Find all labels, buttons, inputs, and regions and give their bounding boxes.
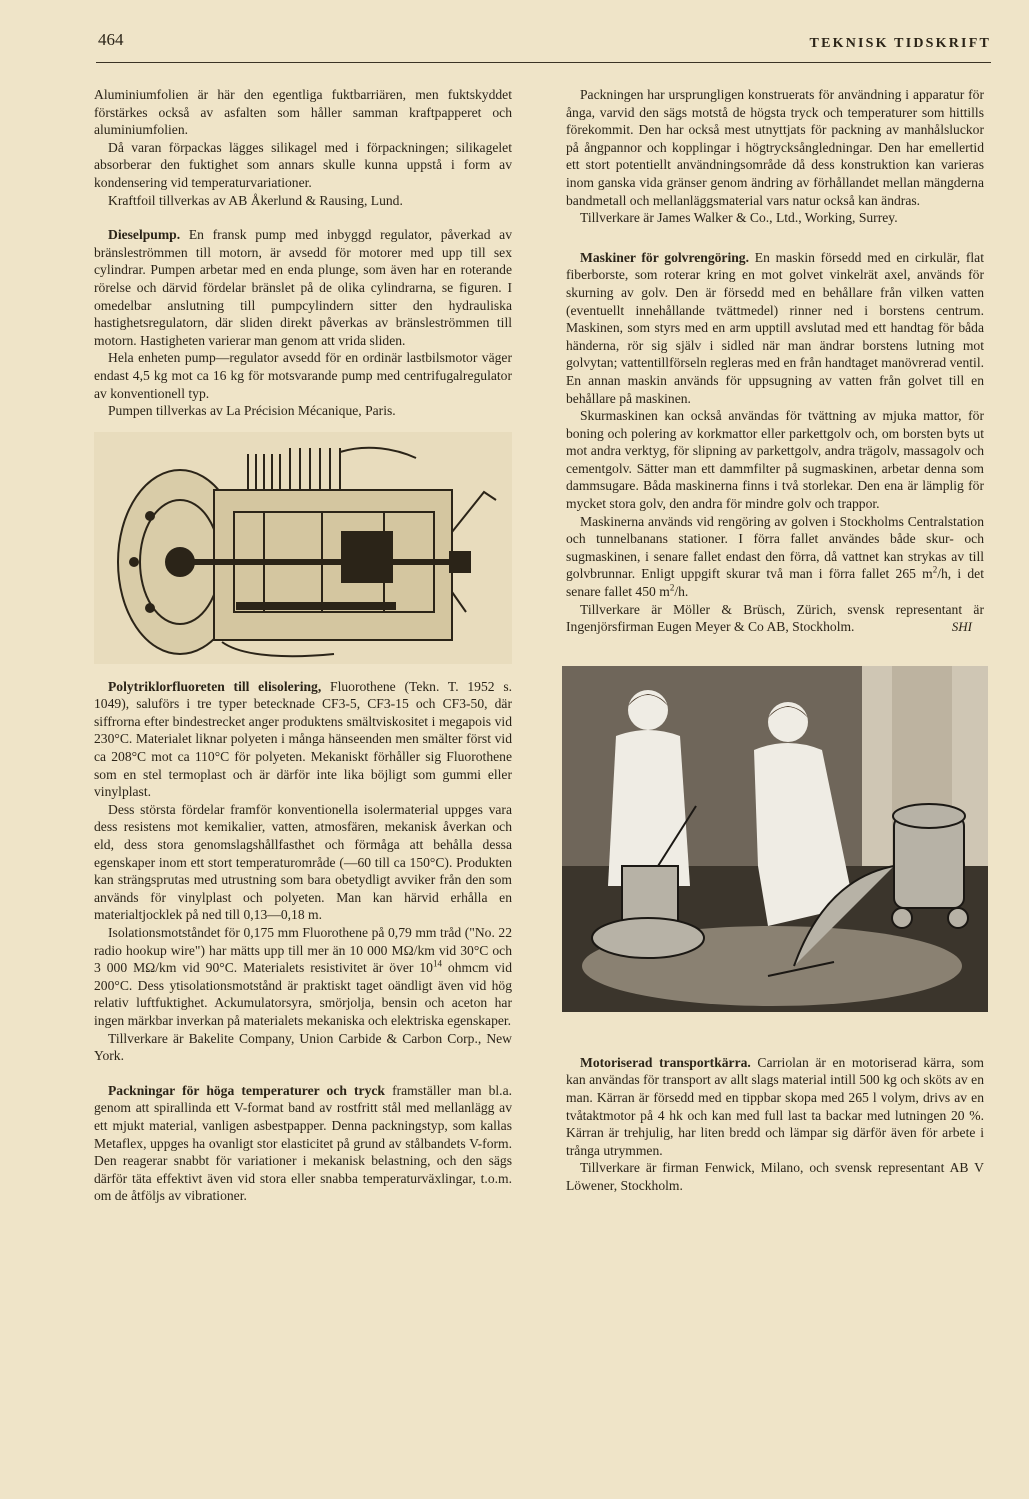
poly-text: Fluorothene (Tekn. T. 1952 s. 1049), saluförs i tre typer betecknade CF3-5, CF3-15 och CF3-50, där siffrorna efter bindestrecket anger produktens smältviskositet i megapois vid 230°C. Materialet liknar polyeten i många hänseenden men smälter först vid ca 208°C mot ca 110°C för polyeten. Mekaniskt förhåller sig Fluorothene som en stel termoplast och är därför inte lika böjligt som gummi eller vinylplast.	[94, 678, 513, 800]
diesel-pump-figure	[94, 432, 512, 664]
transportkarra-text: Carriolan är en motoriserad kärra, som kan användas för transport av allt slags material intill 500 kg och sköts av en man. Kärran är försedd med en tippbar skopa med 265 l volym, drivs av en tvåtaktmotor på 4 hk och kan med full last ta backar med lutningen 20 %. Kärran är trehjulig, har liten bredd och lämpar sig därför även för arbete i trånga utrymmen.	[566, 1054, 984, 1158]
maskiner-text: En maskin försedd med en cirkulär, flat fiberborste, som roterar kring en mot golvet vinkelrät axel, används för skurning av golv. Den är försedd med en behållare från vilken vatten (eventuellt innehållande tvättmedel) rinner ned i borstens centrum. Maskinen, som styrs med en arm upptill avslutad med ett handtag för båda händerna, rör sig själv i sidled när man ändrar borstens lutning mot golvytan; vattentillförseln regleras med en från handtaget manövrerad ventil. En annan maskin används för uppsugning av vatten från golvet till en behållare på maskinen.	[566, 249, 984, 406]
poly-text-a: Isolationsmotståndet för 0,175 mm Fluorothene på 0,79 mm tråd ("No. 22 radio hookup wire") har mätts upp till mer än 10 000 MΩ/km vid 30°C och 3 000 MΩ/km vid 90°C. Materialets resistivitet är över 10	[94, 925, 512, 976]
packning-continued: Packningen har ursprungligen konstruerats för användning i apparatur för ånga, varvid den sägs motstå de högsta tryck och temperaturer som hittills förekommit. Den har också mest utnyttjats för packning av manhålsluckor på ångpannor och kopplingar i högtrycksångledningar. Den har emellertid ett stort potentiellt användningsområde då dess konstruktion kan varieras inom ganska vida gränser genom ändring av förhållandet mellan mängderna bandmetall och mellanläggsmaterial vars natur också kan ändras.	[566, 87, 984, 208]
maskiner-section	[566, 249, 984, 407]
journal-title: TEKNISK TIDSKRIFT	[809, 36, 991, 51]
page-number: 464	[98, 30, 124, 49]
maskiner-text-a: Maskinerna används vid rengöring av golven i Stockholms Centralstation och tunnelbanans stationer. I förra fallet användes både skur- och sugmaskinen, i senare fallet endast den förra, då vattnet kan strykas av till golvbrunnar. Enligt uppgift skurar två man i förra fallet 265 m	[566, 513, 984, 582]
diesel-paragraph: Pumpen tillverkas av La Précision Mécanique, Paris.	[108, 403, 396, 419]
maskiner-paragraph: Skurmaskinen kan också användas för tvättning av mjuka mattor, för boning och polering av korkmattor eller parkettgolv och, om borsten byts ut mot andra verktyg, för slipning av parkettgolv, andra trägolv, massagolv och cementgolv. Sätter man ett dammfilter på sugmaskinen, arbetar denna som dammsugare. Båda maskinerna finns i två storlekar. Den ena är lämplig för mycket stora golv, den andra för mindre golv och trappor.	[566, 408, 984, 512]
maskiner-text-b: /h, i det senare fallet 450 m	[566, 566, 984, 600]
packning-manufacturer: Tillverkare är James Walker & Co., Ltd., Working, Surrey.	[580, 210, 898, 226]
transportkarra-heading: Motoriserad transportkärra.	[580, 1054, 751, 1070]
transportkarra-section	[566, 1054, 984, 1160]
poly-text-b: ohmcm vid 200°C. Dess ytisolationsmotstånd är praktiskt taget oändligt även vid hög relativ luftfuktighet. Ackumulatorsyra, smörjolja, bensin och aceton har ingen märkbar inverkan på materialets mekaniska och elektriska egenskaper.	[94, 960, 512, 1028]
poly-resistivity-paragraph	[94, 924, 512, 1030]
diesel-paragraph: Hela enheten pump—regulator avsedd för en ordinär lastbilsmotor väger endast 4,5 kg mot ca 16 kg för motsvarande pump med centrifugalregulator av konventionell typ.	[94, 350, 512, 401]
diesel-section	[94, 226, 512, 349]
author-signature: SHI	[951, 619, 972, 635]
maskiner-text-c: /h.	[674, 584, 689, 600]
exponent: 2	[932, 564, 938, 575]
right-column	[566, 86, 984, 1195]
maskiner-usage-paragraph	[566, 513, 984, 601]
poly-heading: Polytriklorfluoreten till elisolering,	[108, 678, 322, 694]
diesel-text: En fransk pump med inbyggd regulator, påverkad av bränsleströmmen till motorn, är avsedd för motorer med upp till sex cylindrar. Pumpen arbetar med en enda plunge, som även har en roterande rörelse och därvid fördelar bränslet på de olika cylindrarna, se figuren. I omedelbar anslutning till pumpcylindern sitter den hydrauliska hastighetsregulatorn, där sliden direkt påverkas av bränsleströmmen till motorn. Hastigheten varierar man genom att vrida sliden.	[94, 227, 512, 348]
kraftfoil-paragraph: Aluminiumfolien är här den egentliga fuktbarriären, men fuktskyddet förstärkes också av asfalten som håller samman kraftpapperet och aluminiumfolien.	[94, 87, 512, 138]
kraftfoil-paragraph: Då varan förpackas lägges silikagel med i förpackningen; silikagelet absorberar den fuktighet som annars skulle kunna uppstå i form av kondensering vid temperaturvariationer.	[94, 139, 512, 190]
left-column	[94, 86, 512, 1205]
poly-paragraph: Dess största fördelar framför konventionella isolermaterial uppges vara dess resistens mot kemikalier, vatten, atmosfären, mekanisk åverkan och eld, dess stora genomslagshållfasthet och förmåga att behålla dessa egenskaper inom ett stort temperaturområde (—60 till ca 150°C). Produkten kan strängsprutas med utrustning som bara obetydligt avviker från den som används för vinylplast och polyeten. Man kan härvid erhålla en materialtjocklek på ned till 0,13—0,18 m.	[94, 801, 512, 923]
exponent: 14	[432, 958, 442, 969]
packning-section	[94, 1082, 512, 1205]
exponent: 2	[669, 582, 675, 593]
manufacturer-text: Tillverkare är Möller & Brüsch, Zürich, svensk representant är Ingenjörsfirman Eugen Meyer & Co AB, Stockholm.	[566, 601, 984, 635]
poly-manufacturer: Tillverkare är Bakelite Company, Union Carbide & Carbon Corp., New York.	[94, 1030, 512, 1064]
poly-section	[94, 678, 512, 801]
maskiner-manufacturer	[566, 601, 984, 636]
diesel-heading: Dieselpump.	[108, 227, 181, 243]
packning-heading: Packningar för höga temperaturer och tryck	[108, 1082, 385, 1098]
page-header	[96, 28, 991, 63]
packning-text: framställer man bl.a. genom att spirallinda ett V-format band av rostfritt stål med mellanlägg av ett mjukt material, vanligen asbestpapper. Denna packningstyp, som kallas Metaflex, uppges ha ovanligt stor elasticitet på grund av stålbandets V-form. Den reagerar snabbt för variationer i mekanisk belastning, och den sägs därför täta effektivt även vid stora eller snabba temperaturväxlingar, t.o.m. om de åtföljs av vibrationer.	[94, 1082, 513, 1204]
kraftfoil-paragraph: Kraftfoil tillverkas av AB Åkerlund & Rausing, Lund.	[108, 192, 403, 208]
maskiner-heading: Maskiner för golvrengöring.	[580, 249, 749, 265]
floor-cleaning-photo	[562, 666, 988, 1012]
transportkarra-manufacturer: Tillverkare är firman Fenwick, Milano, och svensk representant AB V Löwener, Stockholm.	[566, 1160, 984, 1193]
